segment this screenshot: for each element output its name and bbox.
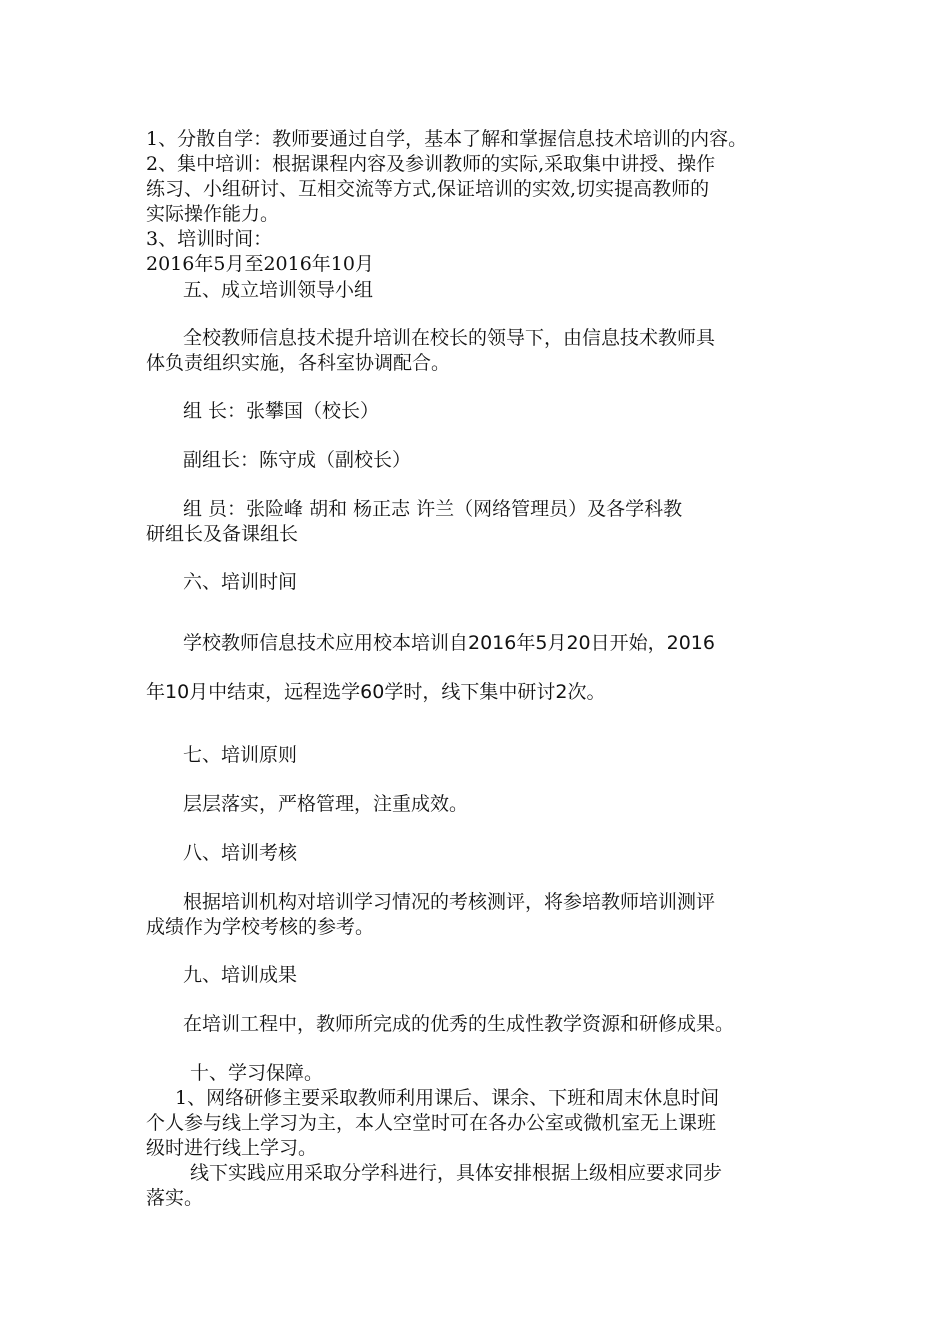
schedule-paragraph-line-1: 学校教师信息技术应用校本培训自2016年5月20日开始，2016 [183,632,715,654]
centralized-training-item-line-3: 实际操作能力。 [146,203,280,225]
section-heading-6: 六、培训时间 [183,571,298,593]
section-heading-8: 八、培训考核 [183,842,298,864]
offline-practice-paragraph-line-2: 落实。 [146,1187,204,1209]
training-time-item: 3、培训时间： [146,228,273,250]
online-study-item-line-1: 1、网络研修主要采取教师利用课后、课余、下班和周末休息时间 [175,1087,720,1109]
assessment-paragraph-line-2: 成绩作为学校考核的参考。 [146,916,375,938]
centralized-training-item-line-2: 练习、小组研讨、互相交流等方式,保证培训的实效,切实提高教师的 [146,178,710,200]
principle-paragraph: 层层落实，严格管理，注重成效。 [183,793,469,815]
section-heading-7: 七、培训原则 [183,744,298,766]
training-time-range: 2016年5月至2016年10月 [146,253,374,275]
section-heading-5: 五、成立培训领导小组 [183,279,374,301]
group-members-line-2: 研组长及备课组长 [146,523,299,545]
leadership-paragraph-line-2: 体负责组织实施，各科室协调配合。 [146,352,451,374]
group-members-line-1: 组 员：张险峰 胡和 杨正志 许兰（网络管理员）及各学科教 [183,498,683,520]
online-study-item-line-3: 级时进行线上学习。 [146,1137,318,1159]
leadership-paragraph-line-1: 全校教师信息技术提升培训在校长的领导下，由信息技术教师具 [183,327,716,349]
deputy-leader-line: 副组长：陈守成（副校长） [183,449,412,471]
online-study-item-line-2: 个人参与线上学习为主，本人空堂时可在各办公室或微机室无上课班 [146,1112,717,1134]
assessment-paragraph-line-1: 根据培训机构对培训学习情况的考核测评，将参培教师培训测评 [183,891,716,913]
results-paragraph: 在培训工程中，教师所完成的优秀的生成性教学资源和研修成果。 [183,1013,735,1035]
centralized-training-item-line-1: 2、集中培训：根据课程内容及参训教师的实际,采取集中讲授、操作 [146,153,716,175]
section-heading-10: 十、学习保障。 [190,1062,324,1084]
group-leader-line: 组 长：张攀国（校长） [183,400,380,422]
schedule-paragraph-line-2: 年10月中结束，远程选学60学时，线下集中研讨2次。 [146,681,606,703]
offline-practice-paragraph-line-1: 线下实践应用采取分学科进行，具体安排根据上级相应要求同步 [190,1162,723,1184]
self-study-item: 1、分散自学：教师要通过自学，基本了解和掌握信息技术培训的内容。 [146,128,748,150]
section-heading-9: 九、培训成果 [183,964,298,986]
